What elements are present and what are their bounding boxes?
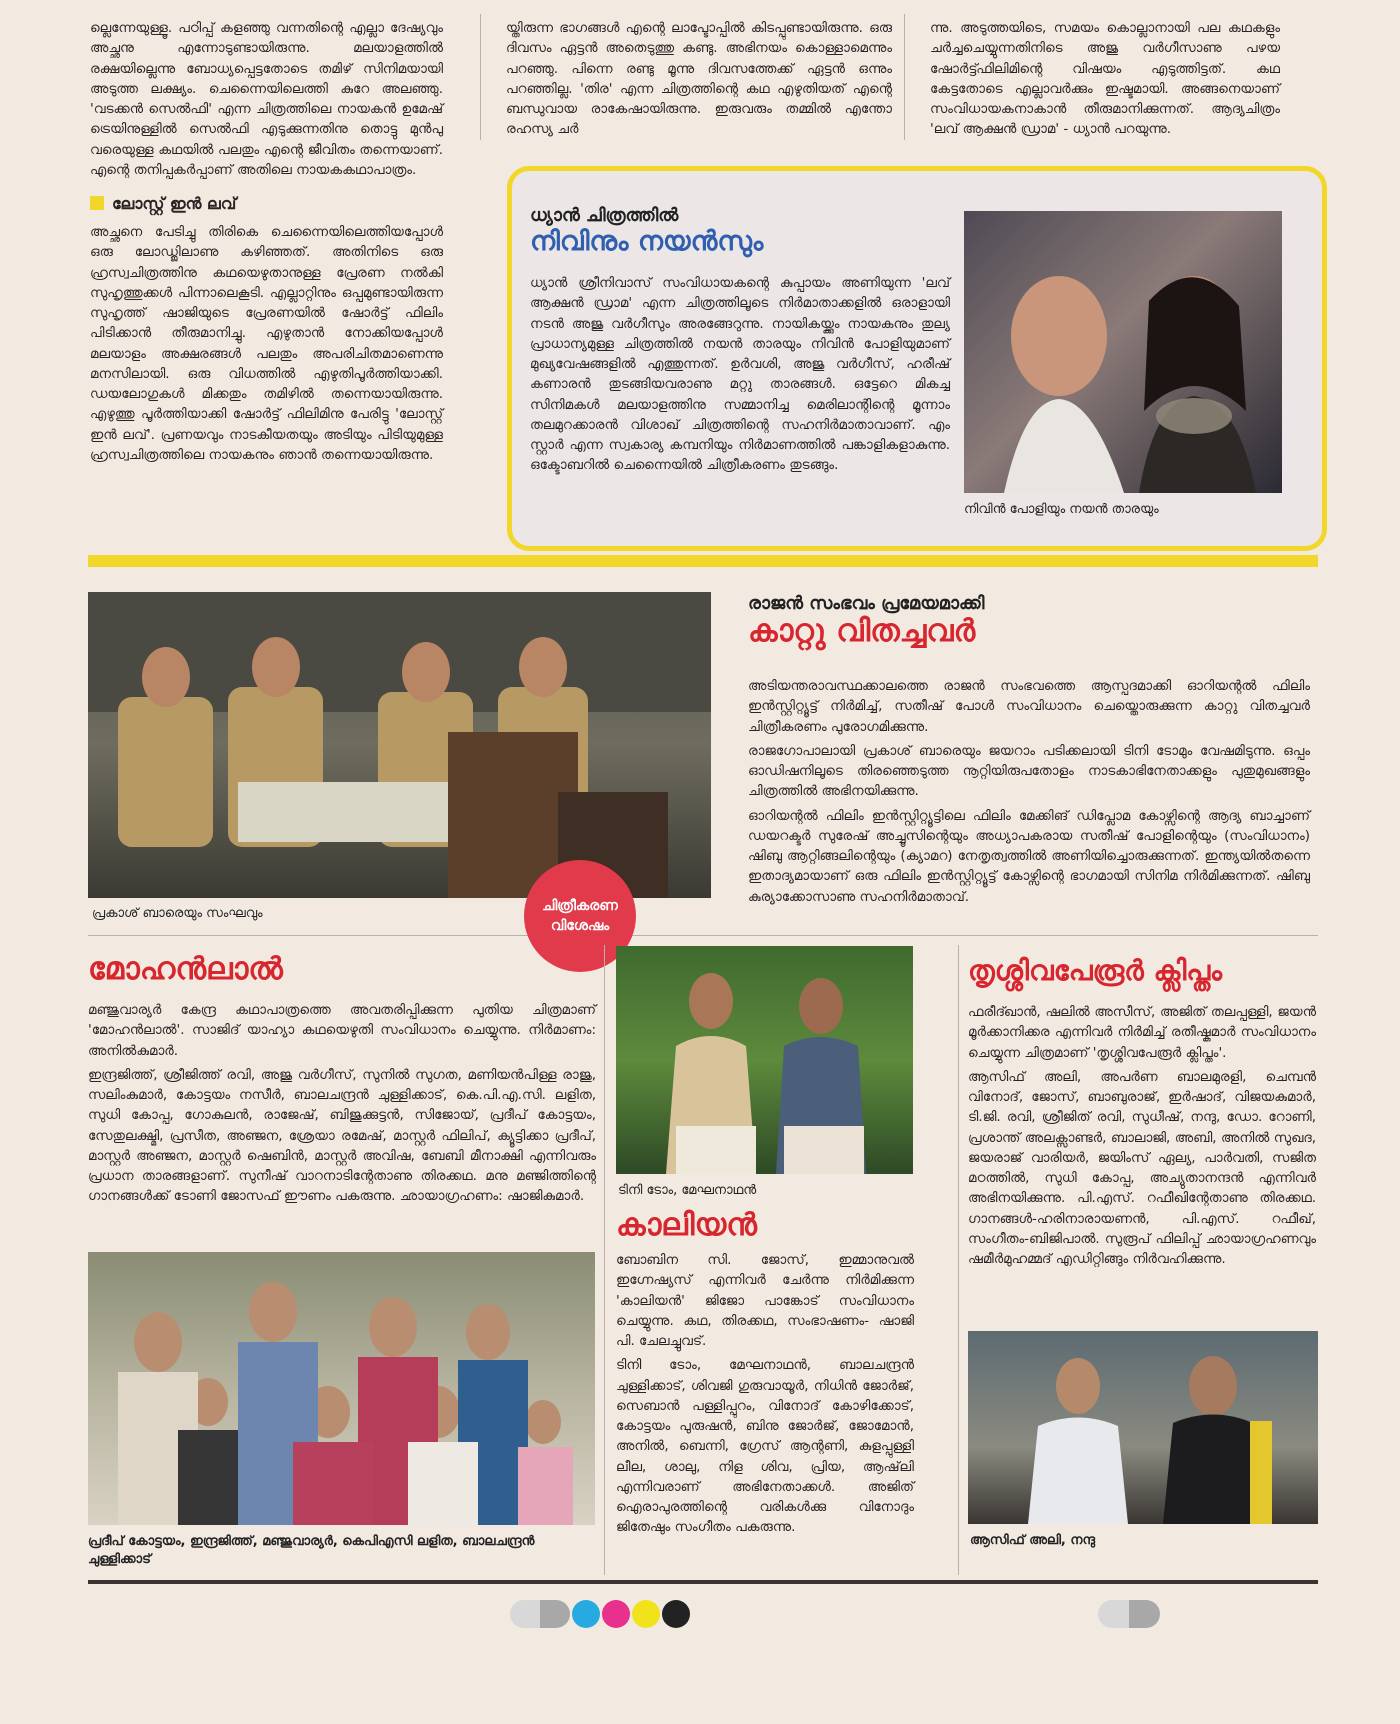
prakash-bare-team-photo [88, 592, 711, 898]
badge-line-2: വിശേഷം [550, 918, 610, 934]
registration-mark-right [1098, 1600, 1160, 1628]
kaliyan-photo-caption: ടിനി ടോം, മേഘനാഥൻ [618, 1183, 757, 1198]
registration-yellow [632, 1600, 660, 1628]
column-1-paragraph-1: ല്ലെന്നേയുള്ളൂ. പഠിപ്പ് കളഞ്ഞു വന്നതിന്റെ എല്ലാ ദേഷ്യവും അച്ഛനു എന്നോടുണ്ടായിരുന്നു. മലയാളത്തിൽ രക്ഷയില്ലെന്നു ബോധ്യപ്പെട്ടതോടെ തമിഴ് സിനിമയായി അടുത്ത ലക്ഷ്യം. ചെന്നൈയിലെത്തി കുറേ അലഞ്ഞു. 'വടക്കൻ സെൽഫി' എന്ന ചിത്രത്തിലെ നായകൻ ഉമേഷ് ട്രെയിനുള്ളിൽ സെൽഫി എടുക്കുന്നതിനു തൊട്ടു മുൻപു വരെയുള്ള കഥയിൽ പലതും എന്റെ ജീവിതം തന്നെയാണ്. എന്റെ തനിപ്പകർപ്പാണ് അതിലെ നായകകഥാപാത്രം. [90, 20, 443, 178]
column-1-paragraph-2: അച്ഛനെ പേടിച്ചു തിരികെ ചെന്നൈയിലെത്തിയപ്പോൾ ഒരു ലോഡ്ജിലാണു കഴിഞ്ഞത്. അതിനിടെ ഒരു ഹ്രസ്വചിത്രത്തിനു കഥയെഴുതാനുള്ള പ്രേരണ നൽകി സുഹൃത്തുക്കൾ പിന്നാലെകൂടി. എല്ലാറ്റിനും ഒപ്പമുണ്ടായിരുന്ന സുഹൃത്ത് ഷാജിയുടെ പ്രേരണയിൽ ഷോർട്ട് ഫിലിം പിടിക്കാൻ തീരുമാനിച്ചു. എഴുതാൻ നോക്കിയപ്പോൾ മലയാളം അക്ഷരങ്ങൾ പലതും അപരിചിതമാണെന്നു മനസിലായി. ഒരു വിധത്തിൽ എഴുതിപൂർത്തിയാക്കി. ഡയലോഗുകൾ മിക്കതും തമിഴിൽ തന്നെയായിരുന്നു. എഴുത്തു പൂർത്തിയാക്കി ഷോർട്ട് ഫിലിമിനു പേരിട്ടു 'ലോസ്റ്റ് ഇൻ ലവ്'. പ്രണയവും നാടകീയതയും അടിയും പിടിയുമുള്ള ഹ്രസ്വചിത്രത്തിലെ നായകനും ഞാൻ തന്നെയായിരുന്നു. [90, 224, 443, 463]
asif-ali-nandu-caption: ആസിഫ് അലി, നന്ദു [970, 1533, 1096, 1548]
mohanlal-cast-photo [88, 1252, 595, 1525]
kaliyan-paragraph-2: ടിനി ടോം, മേഘനാഥൻ, ബാലചന്ദ്രൻ ചുള്ളിക്കാട്, ശിവജി ഗുരുവായൂർ, നിധിൻ ജോർജ്, സെബാൻ പള്ളിപ്പുറം, വിനോദ് കോഴിക്കോട്, കോട്ടയം പുരുഷൻ, ബിനു ജോർജ്, ജോമോൻ, അനിൽ, ബെന്നി, ഗ്രേസ് ആന്റണി, കുളപ്പുള്ളി ലീല, ശാലു, നിള ശിവ, പ്രിയ, ആഷ്‌ലി എന്നിവരാണ് അഭിനേതാക്കൾ. അജിത് ഐരാപുരത്തിന്റെ വരികൾക്കു വിനോദും ജിതേഷും സംഗീതം പകരുന്നു. [616, 1357, 914, 1536]
kaliyan-article [616, 1250, 914, 1542]
mohanlal-paragraph-1: മഞ്ജുവാര്യർ കേന്ദ്ര കഥാപാത്രത്തെ അവതരിപ്പിക്കുന്ന പുതിയ ചിത്രമാണ് 'മോഹൻലാൽ'. സാജിദ് യാഹ്യാ കഥയെഴുതി സംവിധാനം ചെയ്യുന്നു. നിർമാണം: അനിൽകുമാർ. [88, 1002, 596, 1059]
section-divider [88, 935, 1318, 936]
registration-black [662, 1600, 690, 1628]
column-divider [958, 945, 959, 1575]
kaattu-header [748, 593, 1308, 650]
registration-cyan [572, 1600, 600, 1628]
thrissivaperoor-article [968, 1002, 1316, 1273]
mohanlal-paragraph-2: ഇന്ദ്രജിത്ത്, ശ്രീജിത്ത് രവി, അജു വർഗീസ്, സുനിൽ സുഗത, മണിയൻപിള്ള രാജു, സലിംകുമാർ, കോട്ടയം നസീർ, ബാലചന്ദ്രൻ ചുള്ളിക്കാട്, കെ.പി.എ.സി. ലളിത, സുധി കോപ്പ, ഗോകുലൻ, രാജേഷ്, ബിജുക്കുട്ടൻ, സിജോയ്, പ്രദീപ് കോട്ടയം, സേതുലക്ഷ്മി, പ്രസീത, അഞ്ജന, ശ്രേയാ രമേഷ്, മാസ്റ്റർ ഫിലിപ്, ക്യൂട്ടിക്കാ പ്രദീപ്, മാസ്റ്റർ അഞ്ജന, മാസ്റ്റർ ഷെബിൻ, മാസ്റ്റർ അവിഷ, ബേബി മീനാക്ഷി എന്നിവരും പ്രധാന താരങ്ങളാണ്. സുനീഷ് വാറനാടിന്റേതാണു തിരക്കഥ. മനു മഞ്ജിത്തിന്റെ ഗാനങ്ങൾക്ക് ടോണി ജോസഫ് ഈണം പകരുന്നു. ഛായാഗ്രഹണം: ഷാജികുമാർ. [88, 1066, 596, 1205]
column-3-paragraph: ന്നു. അടുത്തയിടെ, സമയം കൊല്ലാനായി പല കഥകളും ചർച്ചചെയ്യുന്നതിനിടെ അജു വർഗീസാണു പഴയ ഷോർട്ട്ഫിലിമിന്റെ വിഷയം എടുത്തിട്ടത്. കഥ കേട്ടതോടെ എല്ലാവർക്കും ഇഷ്ടമായി. അങ്ങനെയാണ് സംവിധായകനാകാൻ തീരുമാനിക്കുന്നത്. ആദ്യചിത്രം 'ലവ് ആക്ഷൻ ഡ്രാമ' - ധ്യാൻ പറയുന്നു. [930, 20, 1280, 138]
page-bottom-rule [88, 1580, 1318, 1584]
tini-tom-meghanathan-photo [616, 946, 913, 1174]
registration-marks [510, 1600, 710, 1628]
feature-kicker: ധ്യാൻ ചിത്രത്തിൽ [530, 205, 679, 226]
mohanlal-article [88, 1000, 596, 1211]
thrissivaperoor-headline: തൃശ്ശിവപേരൂർ ക്ലിപ്തം [968, 954, 1222, 987]
column-divider [604, 945, 605, 1575]
column-divider [904, 14, 905, 140]
feature-box-content [530, 205, 950, 476]
thrissivaperoor-paragraph-1: ഫരീദ്ഖാൻ, ഷലിൽ അസീസ്, അജിത് തലപ്പള്ളി, ജയൻ മൂർക്കാനിക്കര എന്നിവർ നിർമിച്ച് രതീഷ്കുമാർ സംവിധാനം ചെയ്യുന്ന ചിത്രമാണ് 'തൃശ്ശിവപേരൂർ ക്ലിപ്തം'. [968, 1004, 1316, 1061]
kaattu-kicker: രാജൻ സംഭവം പ്രമേയമാക്കി [748, 593, 985, 614]
registration-magenta [602, 1600, 630, 1628]
kaattu-article [748, 676, 1310, 911]
kaattu-paragraph-1: അടിയന്തരാവസ്ഥക്കാലത്തെ രാജൻ സംഭവത്തെ ആസ്പദമാക്കി ഓറിയന്റൽ ഫിലിം ഇൻസ്റ്റിറ്റ്യൂട്ട് നിർമിച്ച്, സതീഷ് പോൾ സംവിധാനം ചെയ്തൊരുക്കുന്ന കാറ്റു വിതച്ചവർ ചിത്രീകരണം പുരോഗമിക്കുന്നു. [748, 678, 1310, 735]
kaattu-paragraph-3: ഓറിയന്റൽ ഫിലിം ഇൻസ്റ്റിറ്റ്യൂട്ടിലെ ഫിലിം മേക്കിങ് ഡിപ്ലോമ കോഴ്സിന്റെ ആദ്യ ബാച്ചാണ് ഡയറക്ടർ സുരേഷ് അച്ചൂസിന്റെയും അധ്യാപകരായ സതീഷ് പോളിന്റെയും (സംവിധാനം) ഷിബു ആറ്റിങ്ങലിന്റെയും (ക്യാമറ) നേതൃത്വത്തിൽ അണിയിച്ചൊരുക്കുന്നത്. ഇന്ത്യയിൽതന്നെ ഇതാദ്യമായാണ് ഒരു ഫിലിം ഇൻസ്റ്റിറ്റ്യൂട്ട് കോഴ്സിന്റെ ഭാഗമായി സിനിമ നിർമിക്കുന്നത്. ഷിബു കുര്യാക്കോസാണു സഹനിർമാതാവ്. [748, 807, 1310, 905]
feature-headline: നിവിനും നയൻസും [530, 226, 764, 257]
nivin-nayanthara-photo-art [964, 211, 1282, 493]
column-3-article [930, 18, 1280, 144]
column-2-article [506, 18, 892, 144]
nivin-nayanthara-caption: നിവിൻ പോളിയും നയൻ താരയും [964, 502, 1159, 517]
subhead-lost-in-love: ലോസ്റ്റ് ഇൻ ലവ് [90, 192, 443, 216]
kaattu-headline: കാറ്റു വിതച്ചവർ [748, 613, 976, 649]
section-divider-yellow [88, 555, 1318, 567]
registration-gray [510, 1600, 570, 1628]
column-2-paragraph: യ്തിരുന്ന ഭാഗങ്ങൾ എന്റെ ലാപ്ടോപ്പിൽ കിടപ്പുണ്ടായിരുന്നു. ഒരു ദിവസം ഏട്ടൻ അതെടുത്തു കണ്ടു. അഭിനയം കൊള്ളാമെന്നും പറഞ്ഞു. പിന്നെ രണ്ടു മൂന്നു ദിവസത്തേക്ക് ഏട്ടൻ ഒന്നും പറഞ്ഞില്ല. 'തിര' എന്ന ചിത്രത്തിന്റെ കഥ എഴുതിയത് എന്റെ ബന്ധുവായ രാകേഷായിരുന്നു. ഇരുവരും തമ്മിൽ എന്തോ രഹസ്യ ചർ [506, 20, 892, 138]
nivin-nayanthara-photo [964, 211, 1282, 493]
asif-ali-nandu-photo-art [968, 1331, 1318, 1524]
mohanlal-headline: മോഹൻലാൽ [88, 951, 283, 987]
column-divider [480, 14, 481, 140]
badge-line-1: ചിത്രീകരണ [542, 897, 618, 914]
thrissivaperoor-paragraph-2: ആസിഫ് അലി, അപർണ ബാലമുരളി, ചെമ്പൻ വിനോദ്, ജോസ്, ബാബുരാജ്, ഇർഷാദ്, വിജയകുമാർ, ടി.ജി. രവി, ശ്രീജിത് രവി, സുധീഷ്, നന്ദു, ഡോ. റോണി, പ്രശാന്ത് അലക്സാണ്ടർ, ബാലാജി, അബി, അനിൽ സുഖദ, ജയരാജ് വാരിയർ, ജയിംസ് ഏല്യ, പാർവതി, സജിത മഠത്തിൽ, സുധി കോപ്പ, അച്യുതാനന്ദൻ എന്നിവർ അഭിനയിക്കുന്നു. പി.എസ്. റഫീഖിന്റേതാണു തിരക്കഥ. ഗാനങ്ങൾ-ഹരിനാരായണൻ, പി.എസ്. റഫീഖ്, സംഗീതം-ബിജിപാൽ. സുരൂപ് ഫിലിപ്പ് ഛായാഗ്രഹണവും ഷമീർമുഹമ്മദ് എഡിറ്റിങ്ങും നിർവഹിക്കുന്നു. [968, 1068, 1316, 1267]
column-1-article [90, 18, 443, 469]
tini-tom-meghanathan-photo-art [616, 946, 913, 1174]
asif-ali-nandu-photo [968, 1331, 1318, 1524]
feature-body: ധ്യാൻ ശ്രീനിവാസ് സംവിധായകന്റെ കുപ്പായം അണിയുന്ന 'ലവ് ആക്ഷൻ ഡ്രാമ' എന്ന ചിത്രത്തിലൂടെ നിർമാതാക്കളിൽ ഒരാളായി നടൻ അജു വർഗീസും അരങ്ങേറുന്നു. നായികയ്ക്കും നായകനും തുല്യ പ്രാധാന്യമുള്ള ചിത്രത്തിൽ നയൻ താരയും നിവിൻ പോളിയുമാണ് മുഖ്യവേഷങ്ങളിൽ എത്തുന്നത്. ഉർവശി, അജു വർഗീസ്, ഹരീഷ് കണാരൻ തുടങ്ങിയവരാണു മറ്റു താരങ്ങൾ. ഒട്ടേറെ മികച്ച സിനിമകൾ മലയാളത്തിനു സമ്മാനിച്ച മെരിലാന്റിന്റെ മൂന്നാം തലമുറക്കാരൻ വിശാഖ് ചിത്രത്തിന്റെ സഹനിർമാതാവാണ്. എം സ്റ്റാർ എന്ന സ്വകാര്യ കമ്പനിയും നിർമാണത്തിൽ പങ്കാളികളാകുന്നു. ഒക്ടോബറിൽ ചെന്നൈയിൽ ചിത്രീകരണം തുടങ്ങും. [530, 275, 950, 474]
prakash-bare-team-photo-art [88, 592, 711, 898]
prakash-bare-caption: പ്രകാശ് ബാരെയും സംഘവും [92, 906, 263, 921]
mohanlal-cast-photo-art [88, 1252, 595, 1525]
subhead-marker [90, 196, 104, 210]
kaattu-paragraph-2: രാജഗോപാലായി പ്രകാശ് ബാരെയും ജയറാം പടിക്കലായി ടിനി ടോമും വേഷമിടുന്നു. ഒപ്പം ഓഡിഷനിലൂടെ തിരഞ്ഞെടുത്ത നൂറ്റിയിരുപതോളം നാടകാഭിനേതാക്കളും പുതുമുഖങ്ങളും ചിത്രത്തിൽ അഭിനയിക്കുന്നു. [748, 742, 1310, 800]
mohanlal-caption: പ്രദീപ് കോട്ടയം, ഇന്ദ്രജിത്ത്, മഞ്ജുവാര്യർ, കെപിഎസി ലളിത, ബാലചന്ദ്രൻ ചുള്ളിക്കാട് [88, 1534, 535, 1567]
kaliyan-headline: കാലിയൻ [616, 1207, 757, 1243]
kaliyan-paragraph-1: ബോബിന സി. ജോസ്, ഇമ്മാനുവൽ ഇഗ്നേഷ്യസ് എന്നിവർ ചേർന്നു നിർമിക്കുന്ന 'കാലിയൻ' ജിജോ പാങ്കോട് സംവിധാനം ചെയ്യുന്നു. കഥ, തിരക്കഥ, സംഭാഷണം- ഷാജി പി. ചേലച്ചുവട്. [616, 1252, 914, 1349]
